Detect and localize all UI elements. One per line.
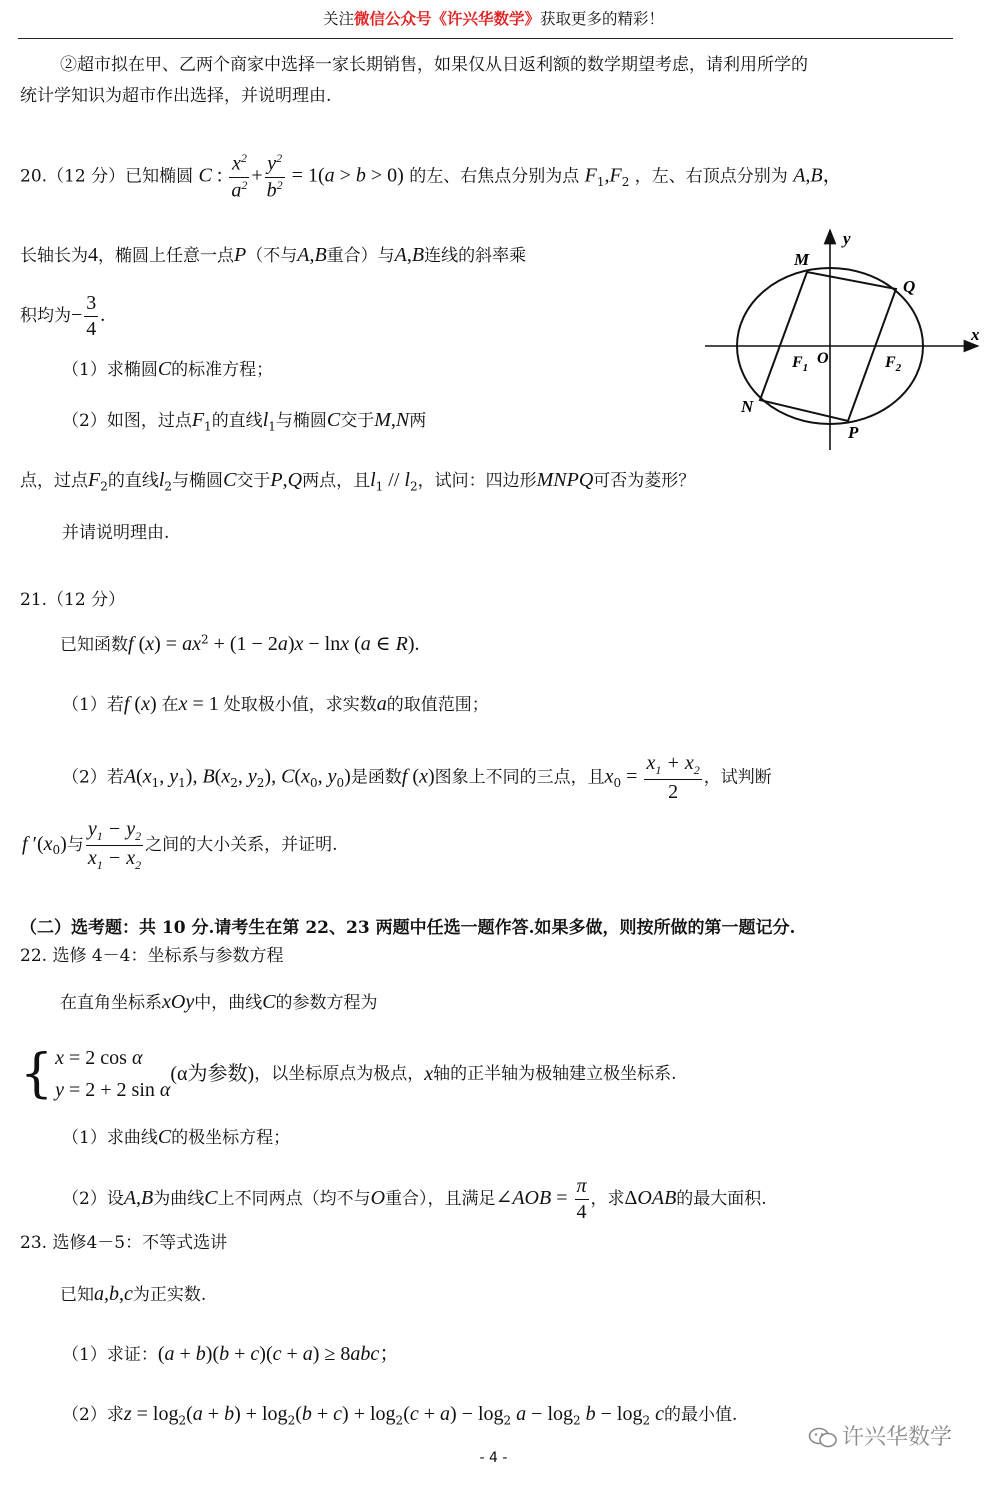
ellipse-figure <box>700 222 985 452</box>
q19-line1: ②超市拟在甲、乙两个商家中选择一家长期销售，如果仅从日返利额的数学期望考虑，请利用所学的 <box>60 55 808 75</box>
q21-line5: f $'(x_0)$与 $\frac{y_1 - y_2}{x_1 - x_2}$ 之间的大小关系，并证明. <box>22 818 338 872</box>
q20-line6: 点，过点$F_2$的直线$l_2$与椭圆C交于P,Q两点，且$l_1 // l_2$，试问：四边形MNPQ可否为菱形？ <box>20 469 696 494</box>
q22-number: 22. 选修 4－4：坐标系与参数方程 <box>20 946 284 966</box>
q20-line2: 长轴长为4，椭圆上任意一点P（不与A,B重合）与A,B连线的斜率乘 <box>20 244 527 266</box>
label-p: P <box>848 423 859 442</box>
page-header <box>0 10 987 29</box>
q20-number: 20.（12 分）已知椭圆 <box>20 166 194 187</box>
q21-part1: （1）若f (x) 在x = 1 处取极小值，求实数a的取值范围； <box>62 693 489 715</box>
header-highlight: 微信公众号《许兴华数学》 <box>353 10 540 28</box>
q20-part1: （1）求椭圆C的标准方程； <box>62 358 274 380</box>
label-q: Q <box>903 277 916 296</box>
q22-part1: （1）求曲线C的极坐标方程； <box>62 1126 291 1148</box>
label-n: N <box>741 397 754 416</box>
q23-part1: （1）求证：(a + b)(b + c)(c + a) ≥ 8abc； <box>62 1343 400 1365</box>
label-y: y <box>843 229 851 248</box>
q21-number: 21.（12 分） <box>20 590 126 610</box>
label-x: x <box>971 325 980 344</box>
page-number: - 4 - <box>479 1450 508 1466</box>
label-f2: $F_2$ <box>885 354 902 374</box>
q22-param-system: { x = 2 cos α y = 2 + 2 sin α(α为参数)，以坐标原点为极点，x轴的正半轴为极轴建立极坐标系. <box>20 1044 677 1104</box>
q20-line3: 积均为− $\frac{3}{4}$ . <box>20 292 106 340</box>
q20-line7: 并请说明理由. <box>62 523 170 543</box>
q23-line1: 已知a,b,c为正实数. <box>60 1283 207 1305</box>
header-rule <box>18 38 953 39</box>
q21-line1: 已知函数f $(x) = ax^2 + (1 - 2a)x - \ln x$ (a ∈ R). <box>60 632 420 655</box>
q20-text2: ，左、右顶点分别为 <box>634 166 788 187</box>
q22-part2: （2）设A,B为曲线C上不同两点（均不与O重合），且满足∠AOB = $\frac{\pi}{4}$ ，求ΔOAB的最大面积. <box>62 1175 767 1223</box>
label-f1: $F_1$ <box>792 354 809 374</box>
header-pre: 关注 <box>322 10 354 28</box>
watermark <box>808 1425 952 1451</box>
q21-part2: （2）若$A(x_1$, $y_1$), $B(x_2$, $y_2$), $C(x_0$, $y_0$)是函数f (x)图象上不同的三点，且$x_0$ = $\frac{x_1 + x_2}{2}$ ，试判断 <box>62 752 772 803</box>
q23-number: 23. 选修4－5：不等式选讲 <box>20 1233 228 1253</box>
q20-text1: 的左、右焦点分别为点 <box>409 166 580 187</box>
q20-line1: 20.（12 分）已知椭圆 C : $\frac{x^2}{a^2}$ + $\frac{y^2}{b^2}$ = 1(a > b > 0) 的左、右焦点分别为点 $F_1,F_2$ ，左、右顶点分别为 A,B， <box>20 151 843 202</box>
watermark-text: 许兴华数学 <box>842 1425 953 1450</box>
q19-line2: 统计学知识为超市作出选择，并说明理由. <box>20 86 332 106</box>
header-post: 获取更多的精彩！ <box>540 10 665 28</box>
label-m: M <box>794 250 810 269</box>
label-o: O <box>817 350 829 367</box>
q23-part2: （2）求$z = \log_2(a + b) + \log_2(b + c) + \log_2(c + a) - \log_2 a - \log_2 b - \log_2 c$的最小值. <box>62 1403 738 1428</box>
wechat-icon <box>808 1427 838 1449</box>
q22-line1: 在直角坐标系xOy中，曲线C的参数方程为 <box>60 991 378 1013</box>
q20-part2: （2）如图，过点$F_1$的直线$l_1$与椭圆C交于M,N两 <box>62 409 427 434</box>
section2-title: （二）选考题：共 10 分.请考生在第 22、23 两题中任选一题作答.如果多做，则按所做的第一题记分. <box>20 918 796 938</box>
